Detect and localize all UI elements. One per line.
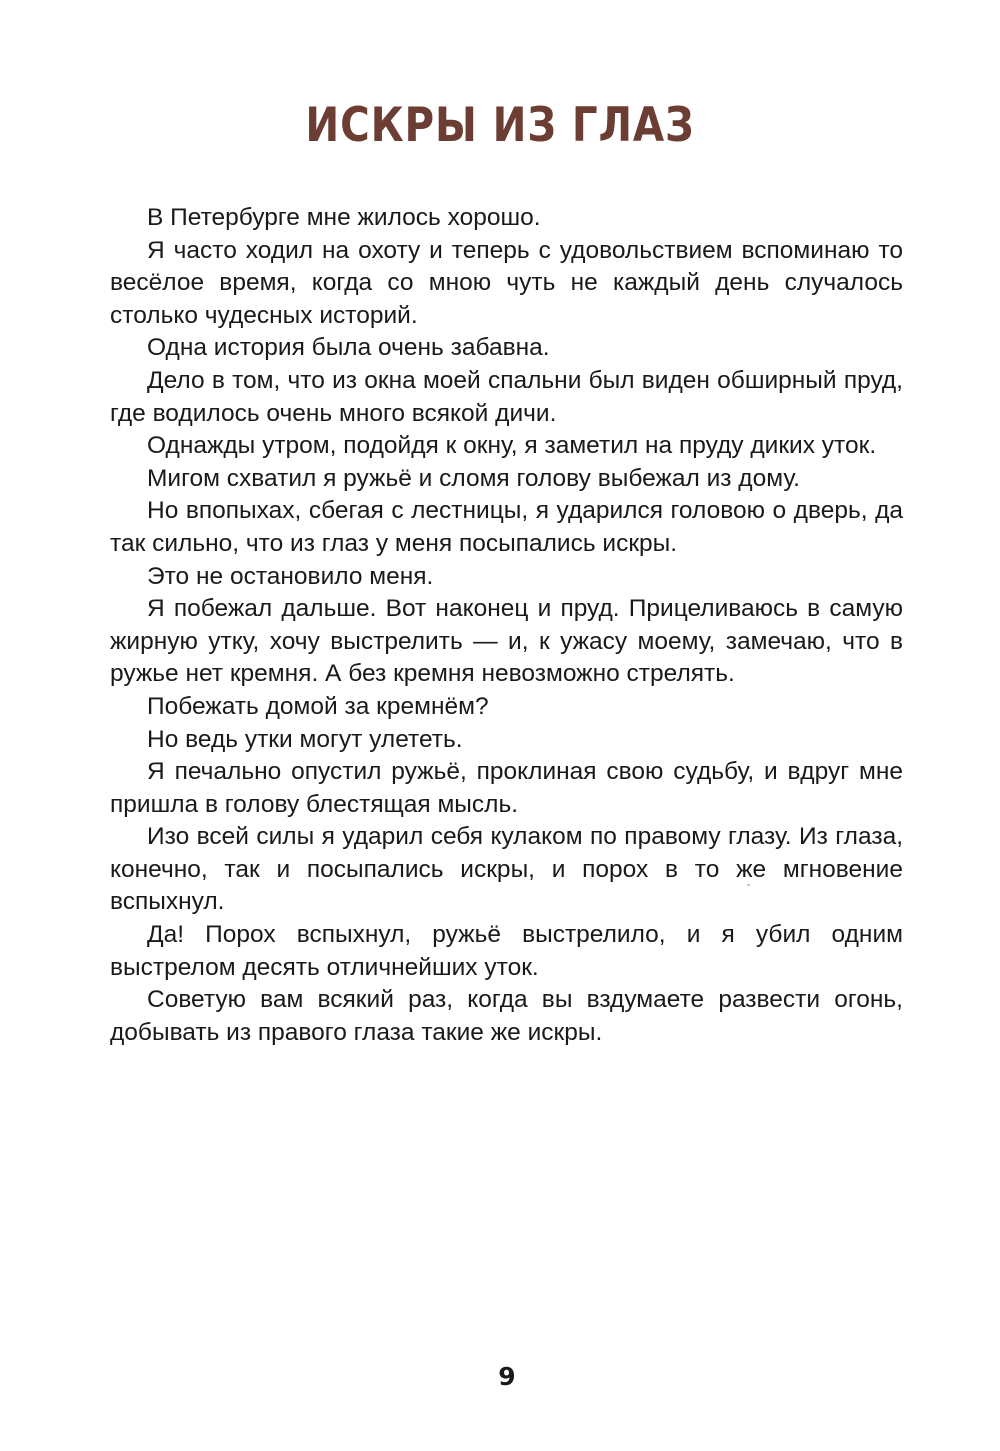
- paragraph: Побежать домой за кремнём?: [147, 692, 489, 720]
- paragraph: Однажды утром, подойдя к окну, я заметил на пруду диких уток.: [147, 432, 877, 460]
- paragraph: Я печально опустил ружьё, проклиная свою судьбу, и вдруг мне пришла в голову блестящая мысль.: [110, 758, 903, 818]
- paragraph: Советую вам всякий раз, когда вы вздумаете развести огонь, добывать из правого глаза такие же искры.: [110, 986, 903, 1046]
- paragraph: Но впопыхах, сбегая с лестницы, я ударился головою о дверь, да так сильно, что из глаз у меня посыпались искры.: [110, 497, 903, 557]
- paragraph: Дело в том, что из окна моей спальни был виден обширный пруд, где водилось очень много всякой дичи.: [110, 366, 903, 427]
- paragraph: Одна история была очень забавна.: [147, 334, 550, 362]
- paragraph: Изо всей силы я ударил себя кулаком по правому глазу. Из глаза, конечно, так и посыпались искры, и порох в то же мгновение вспыхнул.: [110, 823, 903, 916]
- chapter-title: ИСКРЫ ИЗ ГЛАЗ: [305, 98, 695, 153]
- paragraph: В Петербурге мне жилось хорошо.: [147, 204, 541, 231]
- paragraph: Мигом схватил я ружьё и сломя голову выбежал из дому.: [147, 464, 800, 492]
- paragraph: Это не остановило меня.: [147, 562, 434, 590]
- print-speck: [747, 884, 750, 886]
- paragraph: Я часто ходил на охоту и теперь с удовольствием вспоминаю то весёлое время, когда со мною чуть не каждый день случалось столько чудесных историй.: [110, 236, 903, 329]
- paragraph: Но ведь утки могут улететь.: [147, 725, 463, 753]
- story-body: [110, 202, 903, 1049]
- page-number: 9: [498, 1362, 516, 1391]
- paragraph: Я побежал дальше. Вот наконец и пруд. Прицеливаюсь в самую жирную утку, хочу выстрелить — и, к ужасу моему, замечаю, что в ружье нет кремня. А без кремня невозможно стрелять.: [110, 595, 903, 688]
- paragraph: Да! Порох вспыхнул, ружьё выстрелило, и я убил одним выстрелом десять отличнейших уток.: [110, 921, 903, 981]
